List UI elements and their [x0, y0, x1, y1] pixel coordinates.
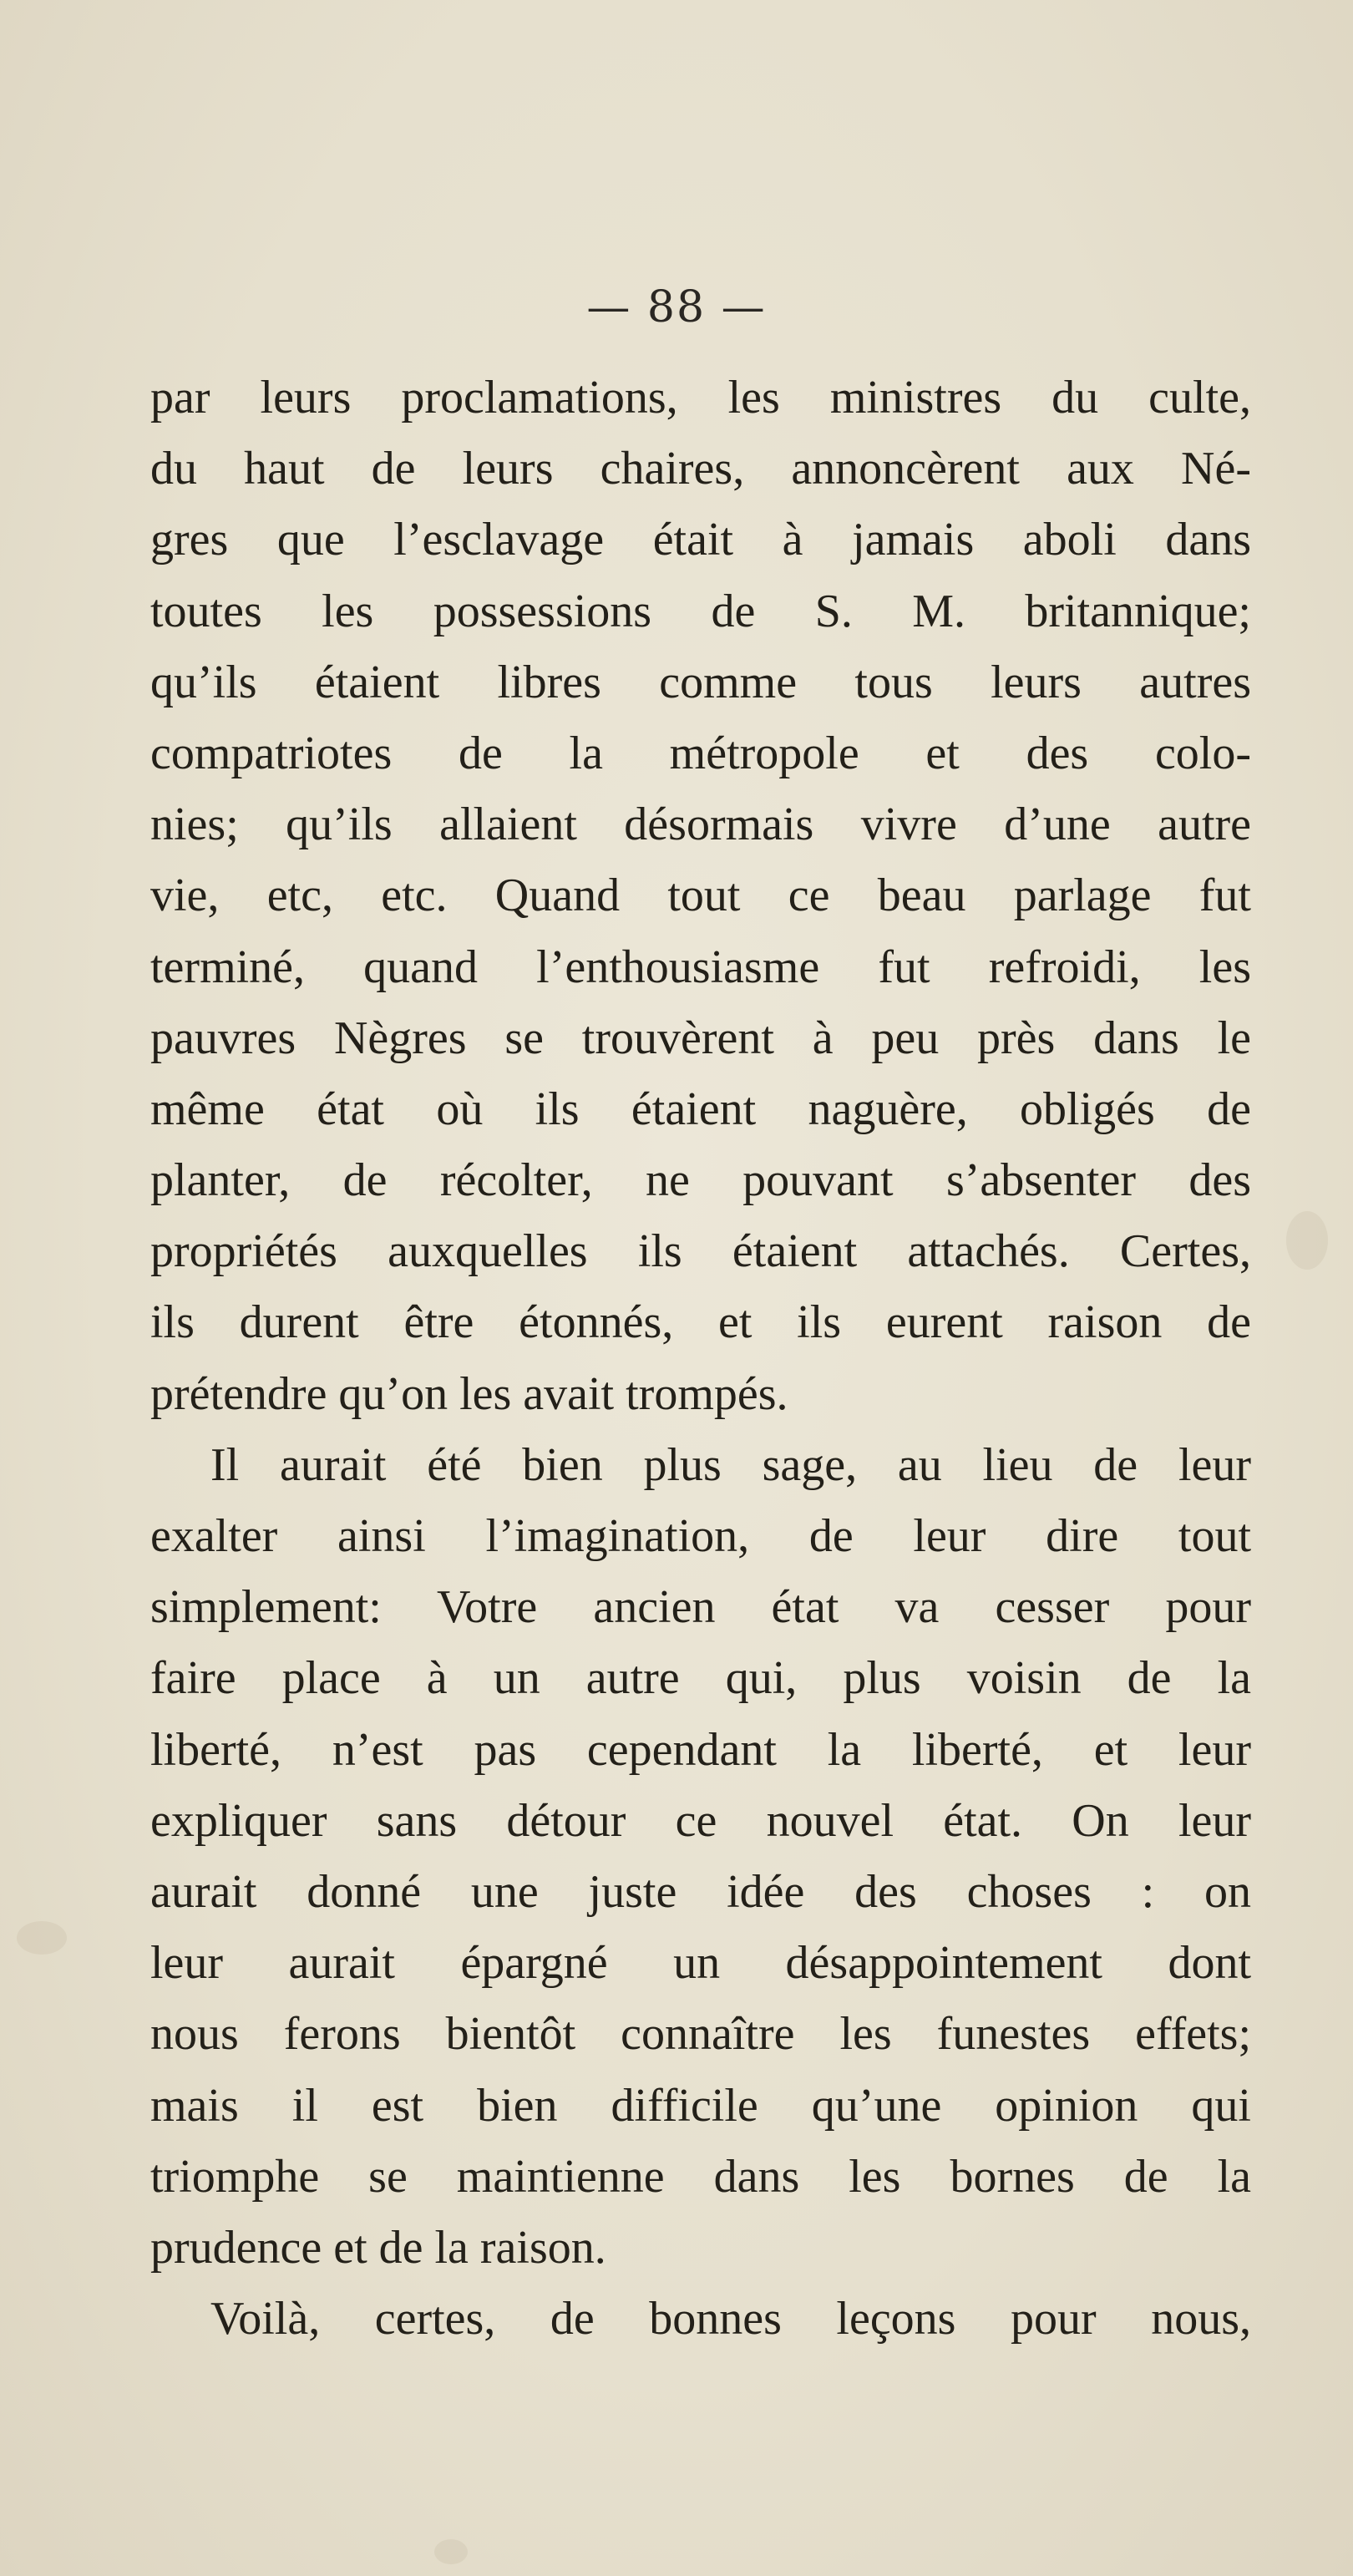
text-line: du haut de leurs chaires, annoncèrent aux Né-: [150, 443, 1251, 495]
text-line: nies; qu’ils allaient désormais vivre d’une autre: [150, 799, 1251, 851]
text-line: expliquer sans détour ce nouvel état. On leur: [150, 1794, 1251, 1847]
paper-stain: [17, 1921, 67, 1955]
page-number: — 88 —: [586, 282, 767, 332]
text-line: prudence et de la raison.: [150, 2221, 606, 2274]
text-line: prétendre qu’on les avait trompés.: [150, 1367, 788, 1420]
text-line: toutes les possessions de S. M. britannique;: [150, 585, 1251, 637]
text-line: qu’ils étaient libres comme tous leurs autres: [150, 656, 1251, 708]
text-line: liberté, n’est pas cependant la liberté, et leur: [150, 1723, 1251, 1776]
text-line: nous ferons bientôt connaître les funestes effets;: [150, 2008, 1251, 2061]
text-line: compatriotes de la métropole et des colo-: [150, 727, 1251, 779]
text-line: pauvres Nègres se trouvèrent à peu près dans le: [150, 1012, 1251, 1064]
text-line: simplement: Votre ancien état va cesser pour: [150, 1581, 1251, 1634]
body-text: [150, 363, 1251, 2355]
text-line: exalter ainsi l’imagination, de leur dire tout: [150, 1510, 1251, 1562]
text-line: faire place à un autre qui, plus voisin de la: [150, 1652, 1251, 1705]
text-line: même état où ils étaient naguère, obligés de: [150, 1083, 1251, 1135]
text-line: gres que l’esclavage était à jamais aboli dans: [150, 514, 1251, 566]
text-line: Il aurait été bien plus sage, au lieu de leur: [210, 1438, 1251, 1491]
paper-stain: [1286, 1211, 1328, 1270]
text-line: planter, de récolter, ne pouvant s’absenter des: [150, 1154, 1251, 1207]
paper-stain: [434, 2539, 468, 2564]
text-line: par leurs proclamations, les ministres du culte,: [150, 372, 1251, 423]
text-line: Voilà, certes, de bonnes leçons pour nous,: [210, 2293, 1251, 2345]
text-line: terminé, quand l’enthousiasme fut refroidi, les: [150, 941, 1251, 993]
text-line: mais il est bien difficile qu’une opinion qui: [150, 2079, 1251, 2132]
text-line: vie, etc, etc. Quand tout ce beau parlage fut: [150, 870, 1251, 922]
text-line: ils durent être étonnés, et ils eurent raison de: [150, 1296, 1251, 1349]
text-line: triomphe se maintienne dans les bornes de la: [150, 2150, 1251, 2203]
text-line: leur aurait épargné un désappointement dont: [150, 1937, 1251, 1990]
text-line: propriétés auxquelles ils étaient attachés. Certes,: [150, 1225, 1251, 1278]
text-line: aurait donné une juste idée des choses : on: [150, 1865, 1251, 1918]
